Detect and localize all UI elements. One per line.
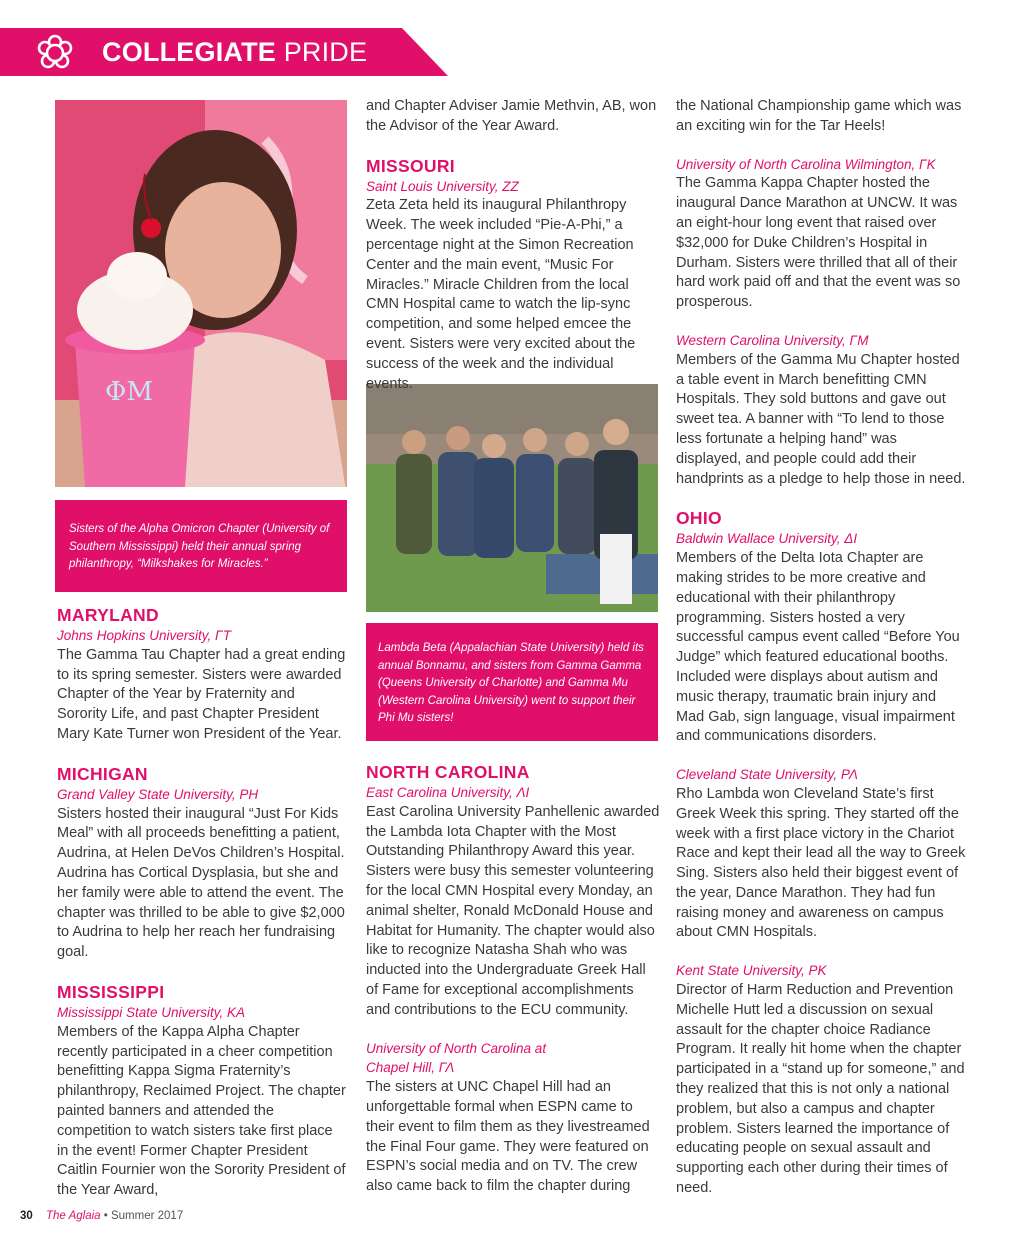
article-body-maryland: The Gamma Tau Chapter had a great ending to its spring semester. Sisters were awarded Chapter of the Year by Fraternity and Sorority Life, and past Chapter President Mary Kate Turner won President of the Year. <box>57 646 346 742</box>
article-body-missouri: Zeta Zeta held its inaugural Philanthropy Week. The week included “Pie-A-Phi,” a percentage night at the Simon Recreation Center and the main event, “Music For Miracles.” Miracle Children from the local CMN Hospital came to watch the lip-sync competition, and some helped emcee the event. Sisters were very excited about the success of the week and the individual events. <box>366 197 636 392</box>
school-name-baldwin-wallace: Baldwin Wallace University, ΔΙ <box>676 531 858 547</box>
school-name-cleveland-state: Cleveland State University, ΡΛ <box>676 767 858 783</box>
magazine-name: The Aglaia <box>46 1210 101 1222</box>
school-name-unc-chapel-hill-line1: University of North Carolina at <box>366 1040 547 1056</box>
school-name-johns-hopkins: Johns Hopkins University, ΓΤ <box>57 628 232 643</box>
article-body-michigan: Sisters hosted their inaugural “Just For Kids Meal” with all proceeds benefitting a patient, Audrina, at Helen DeVos Children’s Hospital. Audrina has Cortical Dysplasia, but she and her family were able to attend the event. The chapter was thrilled to be able to give $2,000 to Audrina to help her reach her fundraising goal. <box>57 805 345 961</box>
photo-caption-milkshake: Sisters of the Alpha Omicron Chapter (University of Southern Mississippi) held their annual spring philanthropy, “Milkshakes for Miracles.” <box>55 500 347 592</box>
state-heading-mississippi: MISSISSIPPI <box>57 981 165 1002</box>
article-body-kent-state: Director of Harm Reduction and Prevention Michelle Hutt led a discussion on sexual assault for the chapter choice Radiance Program. It really hit home when the chapter participated in a “stand up for someone,” and they realized that this is not only a national problem, but also a campus and chapter problem. Sisters learned the importance of educating people on sexual assault and supporting each other during their times of need. <box>676 982 965 1197</box>
page-footer <box>20 1210 183 1222</box>
section-title-light: PRIDE <box>283 37 368 67</box>
section-title <box>102 37 367 68</box>
column-middle-top <box>366 97 661 394</box>
school-name-saint-louis: Saint Louis University, ΖΖ <box>366 178 519 194</box>
article-body-mississippi: Members of the Kappa Alpha Chapter recently participated in a cheer competition benefitting Kappa Sigma Fraternity’s philanthropy, Reclaimed Project. The chapter painted banners and attended the competition to watch sisters take first place in the event! Former Chapter President Caitlin Fournier won the Sorority President of the Year Award, <box>57 1023 346 1199</box>
column-right <box>676 97 966 1199</box>
school-name-unc-chapel-hill-line2: Chapel Hill, ΓΛ <box>366 1060 455 1076</box>
article-body-western-carolina: Members of the Gamma Mu Chapter hosted a table event in March benefitting CMN Hospitals. They sold buttons and gave out sweet tea. A banner with “To lend to those less fortunate a helping hand” was displayed, and people could add their handprints as a pledge to help those in need. <box>676 351 966 487</box>
state-heading-michigan: MICHIGAN <box>57 763 148 784</box>
school-name-uncw: University of North Carolina Wilmington, ΓΚ <box>676 156 936 172</box>
state-heading-north-carolina: NORTH CAROLINA <box>366 762 530 782</box>
school-name-kent-state: Kent State University, ΡΚ <box>676 963 827 979</box>
footer-separator: • <box>100 1210 111 1222</box>
page-number: 30 <box>20 1210 33 1222</box>
article-body-east-carolina: East Carolina University Panhellenic awarded the Lambda Iota Chapter with the Most Outstanding Philanthropy Award this year. Sisters were busy this semester volunteering for the local CMN Hospital every Monday, an animal shelter, Ronald McDonald House and Habitat for Humanity. The chapter would also like to recognize Natasha Shah who was inducted into the Undergraduate Greek Hall of Fame for exceptional accomplishments and contributions to the ECU community. <box>366 803 660 1018</box>
article-body-unc-chapel-hill: The sisters at UNC Chapel Hill had an unforgettable formal when ESPN came to their event to film them as they livestreamed the Final Four game. They were featured on ESPN’s social media and on TV. The crew also came back to film the chapter during <box>366 1079 650 1195</box>
school-name-east-carolina: East Carolina University, ΛΙ <box>366 785 530 800</box>
column-left <box>57 604 347 1201</box>
photo-milkshake <box>55 100 347 487</box>
issue-date: Summer 2017 <box>110 1210 184 1222</box>
photo-group-bonnamu <box>366 384 658 612</box>
section-title-bold: COLLEGIATE <box>102 37 276 67</box>
state-heading-ohio: OHIO <box>676 508 722 529</box>
state-heading-maryland: MARYLAND <box>57 605 159 625</box>
article-body-baldwin-wallace: Members of the Delta Iota Chapter are making strides to be more creative and educational with their philanthropy programming. Sisters hosted a very successful campus event called “Before You Judge” which featured educational booths. Included were displays about autism and music therapy, traumatic brain injury and Mad Gab, sign language, visual impairment and communications disorders. <box>676 550 960 745</box>
photo-caption-bonnamu: Lambda Beta (Appalachian State University) held its annual Bonnamu, and sisters from Gamma Gamma (Queens University of Charlotte) and Gamma Mu (Western Carolina University) went to support their Phi Mu sisters! <box>366 623 658 741</box>
section-banner <box>0 28 448 76</box>
school-name-western-carolina: Western Carolina University, ΓΜ <box>676 332 869 348</box>
article-body-uncw: The Gamma Kappa Chapter hosted the inaugural Dance Marathon at UNCW. It was an eight-hour long event that raised over $32,000 for Duke Children’s Hospital in Durham. Sisters were thrilled that all of their hard work paid off and that the event was so prosperous. <box>676 175 961 311</box>
column-middle-bottom <box>366 761 661 1197</box>
school-name-grand-valley: Grand Valley State University, ΡΗ <box>57 786 259 802</box>
article-continuation-middle: and Chapter Adviser Jamie Methvin, AB, won the Advisor of the Year Award. <box>366 98 657 134</box>
state-heading-missouri: MISSOURI <box>366 155 455 176</box>
article-continuation-right: the National Championship game which was an exciting win for the Tar Heels! <box>676 98 962 134</box>
article-body-cleveland-state: Rho Lambda won Cleveland State’s first Greek Week this spring. They started off the week with a first place victory in the Chariot Race and kept their lead all the way to Greek Sing. Sisters also held their biggest event of the year, Dance Marathon. They had fun raising money and awareness on campus about CMN Hospitals. <box>676 785 966 941</box>
school-name-mississippi-state: Mississippi State University, ΚΑ <box>57 1004 246 1020</box>
flower-icon <box>35 33 75 73</box>
svg-text:ΦΜ: ΦΜ <box>105 377 153 407</box>
